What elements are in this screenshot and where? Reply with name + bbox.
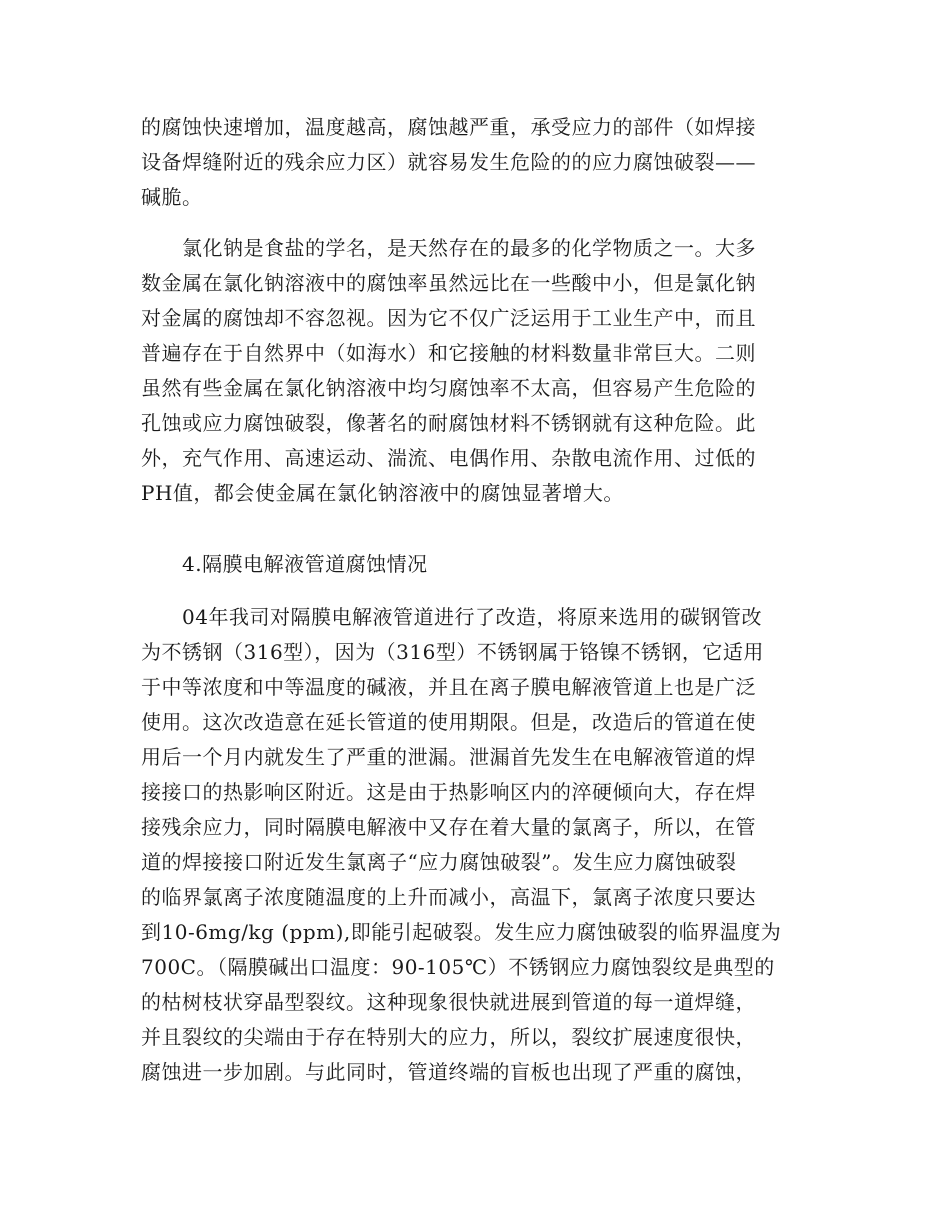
- paragraph-alkali-embrittlement: [141, 110, 801, 215]
- paragraph-pipeline-corrosion: [141, 600, 801, 1090]
- text-line: 氯化钠是食盐的学名，是天然存在的最多的化学物质之一。大多: [141, 236, 756, 260]
- text-line: 道的焊接接口附近发生氯离子“应力腐蚀破裂”。发生应力腐蚀破裂: [141, 850, 737, 874]
- text-line: 碱脆。: [141, 185, 203, 209]
- text-line: 的临界氯离子浓度随温度的上升而减小，高温下，氯离子浓度只要达: [141, 885, 756, 909]
- text-line: 对金属的腐蚀却不容忽视。因为它不仅广泛运用于工业生产中，而且: [141, 306, 756, 330]
- text-line: 设备焊缝附近的残余应力区）就容易发生危险的的应力腐蚀破裂——: [141, 150, 756, 174]
- text-line: 用后一个月内就发生了严重的泄漏。泄漏首先发生在电解液管道的焊: [141, 745, 756, 769]
- text-line: 700C。（隔膜碱出口温度：90-105℃）不锈钢应力腐蚀裂纹是典型的: [141, 955, 775, 979]
- text-line: 接接口的热影响区附近。这是由于热影响区内的淬硬倾向大，存在焊: [141, 780, 756, 804]
- text-line: 普遍存在于自然界中（如海水）和它接触的材料数量非常巨大。二则: [141, 341, 756, 365]
- text-line: 数金属在氯化钠溶液中的腐蚀率虽然远比在一些酸中小，但是氯化钠: [141, 271, 756, 295]
- text-line: 腐蚀进一步加剧。与此同时，管道终端的盲板也出现了严重的腐蚀，: [141, 1060, 756, 1084]
- paragraph-sodium-chloride: [141, 231, 801, 511]
- text-line: 04年我司对隔膜电解液管道进行了改造，将原来选用的碳钢管改: [141, 605, 762, 629]
- text-line: 为不锈钢（316型），因为（316型）不锈钢属于铬镍不锈钢，它适用: [141, 640, 764, 664]
- text-line: 虽然有些金属在氯化钠溶液中均匀腐蚀率不太高，但容易产生危险的: [141, 376, 756, 400]
- text-line: 并且裂纹的尖端由于存在特别大的应力，所以，裂纹扩展速度很快，: [141, 1025, 756, 1049]
- text-line: 于中等浓度和中等温度的碱液，并且在离子膜电解液管道上也是广泛: [141, 675, 756, 699]
- text-line: 孔蚀或应力腐蚀破裂，像著名的耐腐蚀材料不锈钢就有这种危险。此: [141, 411, 756, 435]
- text-line: 接残余应力，同时隔膜电解液中又存在着大量的氯离子，所以，在管: [141, 815, 756, 839]
- section-heading: 4.隔膜电解液管道腐蚀情况: [141, 552, 428, 576]
- text-line: 使用。这次改造意在延长管道的使用期限。但是，改造后的管道在使: [141, 710, 756, 734]
- text-line: 的枯树枝状穿晶型裂纹。这种现象很快就进展到管道的每一道焊缝，: [141, 990, 756, 1014]
- text-line: 外，充气作用、高速运动、湍流、电偶作用、杂散电流作用、过低的: [141, 446, 756, 470]
- text-line: PH值，都会使金属在氯化钠溶液中的腐蚀显著增大。: [141, 481, 624, 505]
- text-line: 到10-6mg/kg (ppm),即能引起破裂。发生应力腐蚀破裂的临界温度为: [141, 920, 782, 944]
- text-line: 的腐蚀快速增加，温度越高，腐蚀越严重，承受应力的部件（如焊接: [141, 115, 756, 139]
